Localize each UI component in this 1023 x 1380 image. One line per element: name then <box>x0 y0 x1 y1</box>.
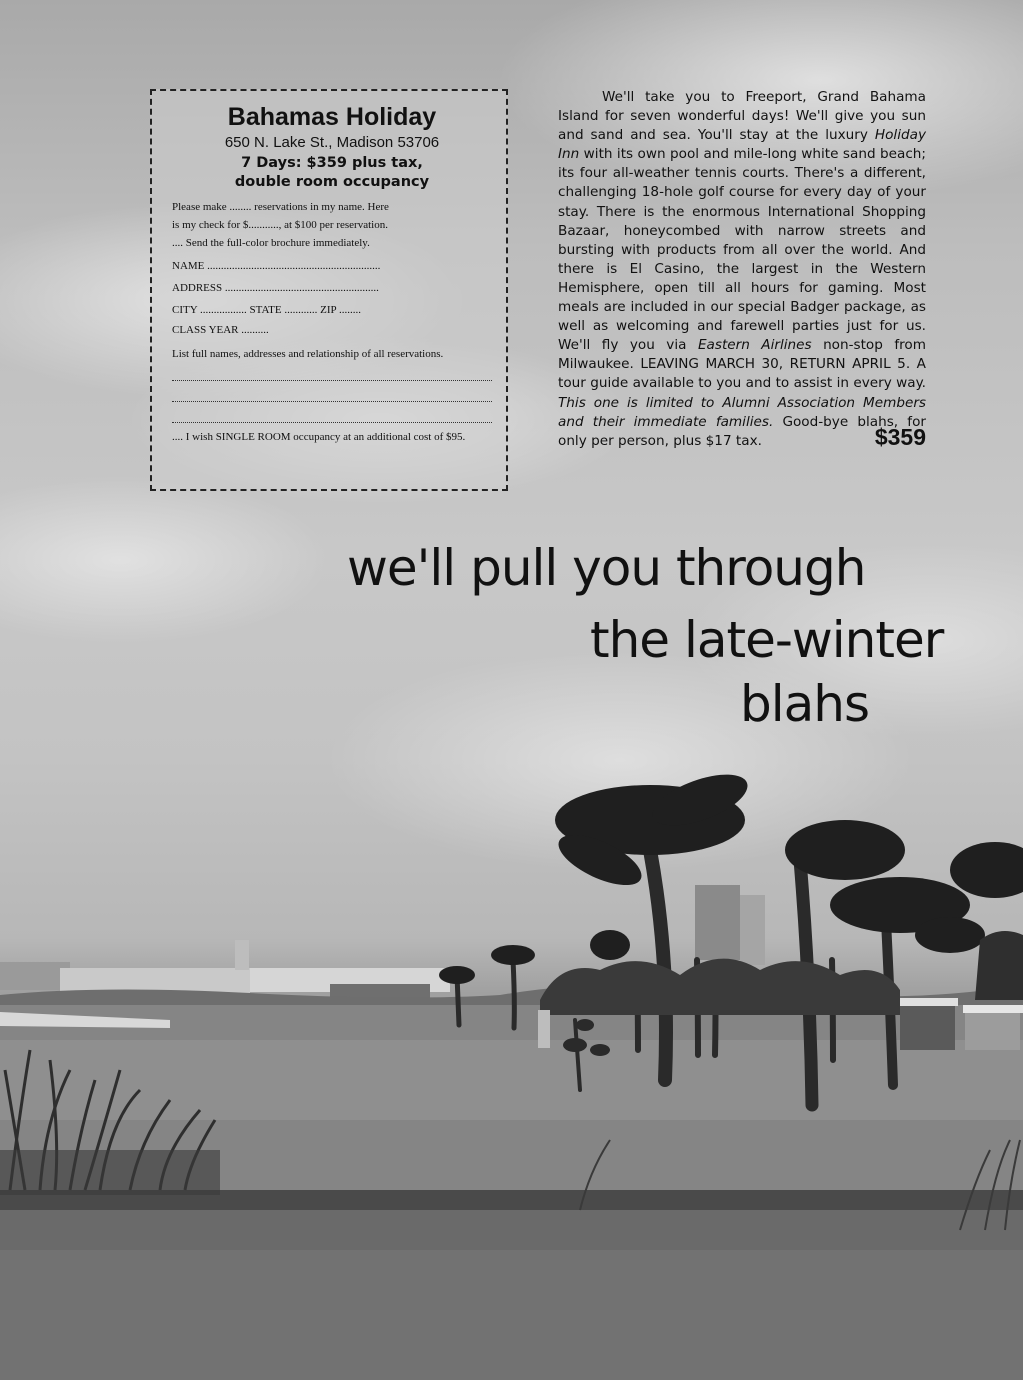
headline-line-1: we'll pull you through <box>347 539 866 597</box>
copy-text-5: per person, plus $17 tax. <box>591 432 762 449</box>
tour-description-paragraph <box>558 88 926 451</box>
tour-description <box>558 88 926 451</box>
coupon-price-line1: 7 Days: $359 plus tax, <box>241 155 423 171</box>
single-room-option[interactable]: .... I wish SINGLE ROOM occupancy at an additional cost of $95. <box>172 431 466 443</box>
price-callout: $359 <box>874 423 926 450</box>
copy-text-4: Good-bye blahs, for only <box>558 413 926 449</box>
coupon-fine-2[interactable]: is my check for $..........., at $100 per reservation. <box>172 219 388 231</box>
coupon-title: Bahamas Holiday <box>227 103 437 131</box>
reservations-line-1[interactable] <box>172 366 492 381</box>
copy-text-2: with its own pool and mile-long white sand beach; its four all-weather tennis courts. There's a different, challenging 18-hole golf course for every day of your stay. There is the enormous International Shopping Bazaar, honeycombed with narrow streets and bursting with products from all over the world. And there is El Casino, the largest in the Western Hemisphere, open till all hours for gaming. Most meals are included in our special Badger package, as well as welcoming and farewell parties just for us. We'll fly you via <box>558 146 926 354</box>
coupon-price <box>172 154 492 192</box>
coupon-fine-1[interactable]: Please make ........ reservations in my name. Here <box>172 201 389 213</box>
headline-line-2: the late-winter <box>590 611 944 669</box>
address-field[interactable]: ADDRESS ........................................................ <box>172 282 379 294</box>
coupon-fine-3[interactable]: .... Send the full-color brochure immediately. <box>172 237 370 249</box>
copy-text-3: non-stop from Milwaukee. LEAVING MARCH 30, RETURN APRIL 5. A tour guide available to you and to assist in every way. <box>558 337 926 392</box>
coupon-price-line2: double room occupancy <box>234 174 430 190</box>
reservations-line-3[interactable] <box>172 408 492 423</box>
name-field[interactable]: NAME ............................................................... <box>172 260 381 272</box>
class-year-field[interactable]: CLASS YEAR .......... <box>172 324 269 336</box>
copy-text-1: We'll take you to Freeport, Grand Bahama Island for seven wonderful days! We'll give you sun and sand and sea. You'll stay at the luxury <box>558 89 926 144</box>
holiday-inn-text: Holiday Inn <box>558 127 926 163</box>
reservations-list-instructions: List full names, addresses and relationship of all reservations. <box>172 348 444 360</box>
coupon-address: 650 N. Lake St., Madison 53706 <box>224 134 440 151</box>
city-state-zip-field[interactable]: CITY ................. STATE ............ ZIP ........ <box>172 304 361 316</box>
coupon-instructions <box>172 198 492 252</box>
reservation-coupon[interactable] <box>150 89 508 491</box>
eastern-airlines-text: Eastern Airlines <box>697 337 812 354</box>
reservations-line-2[interactable] <box>172 387 492 402</box>
eligibility-text: This one is limited to Alumni Association Members and their immediate families. <box>558 394 926 430</box>
headline-line-3: blahs <box>740 675 870 733</box>
